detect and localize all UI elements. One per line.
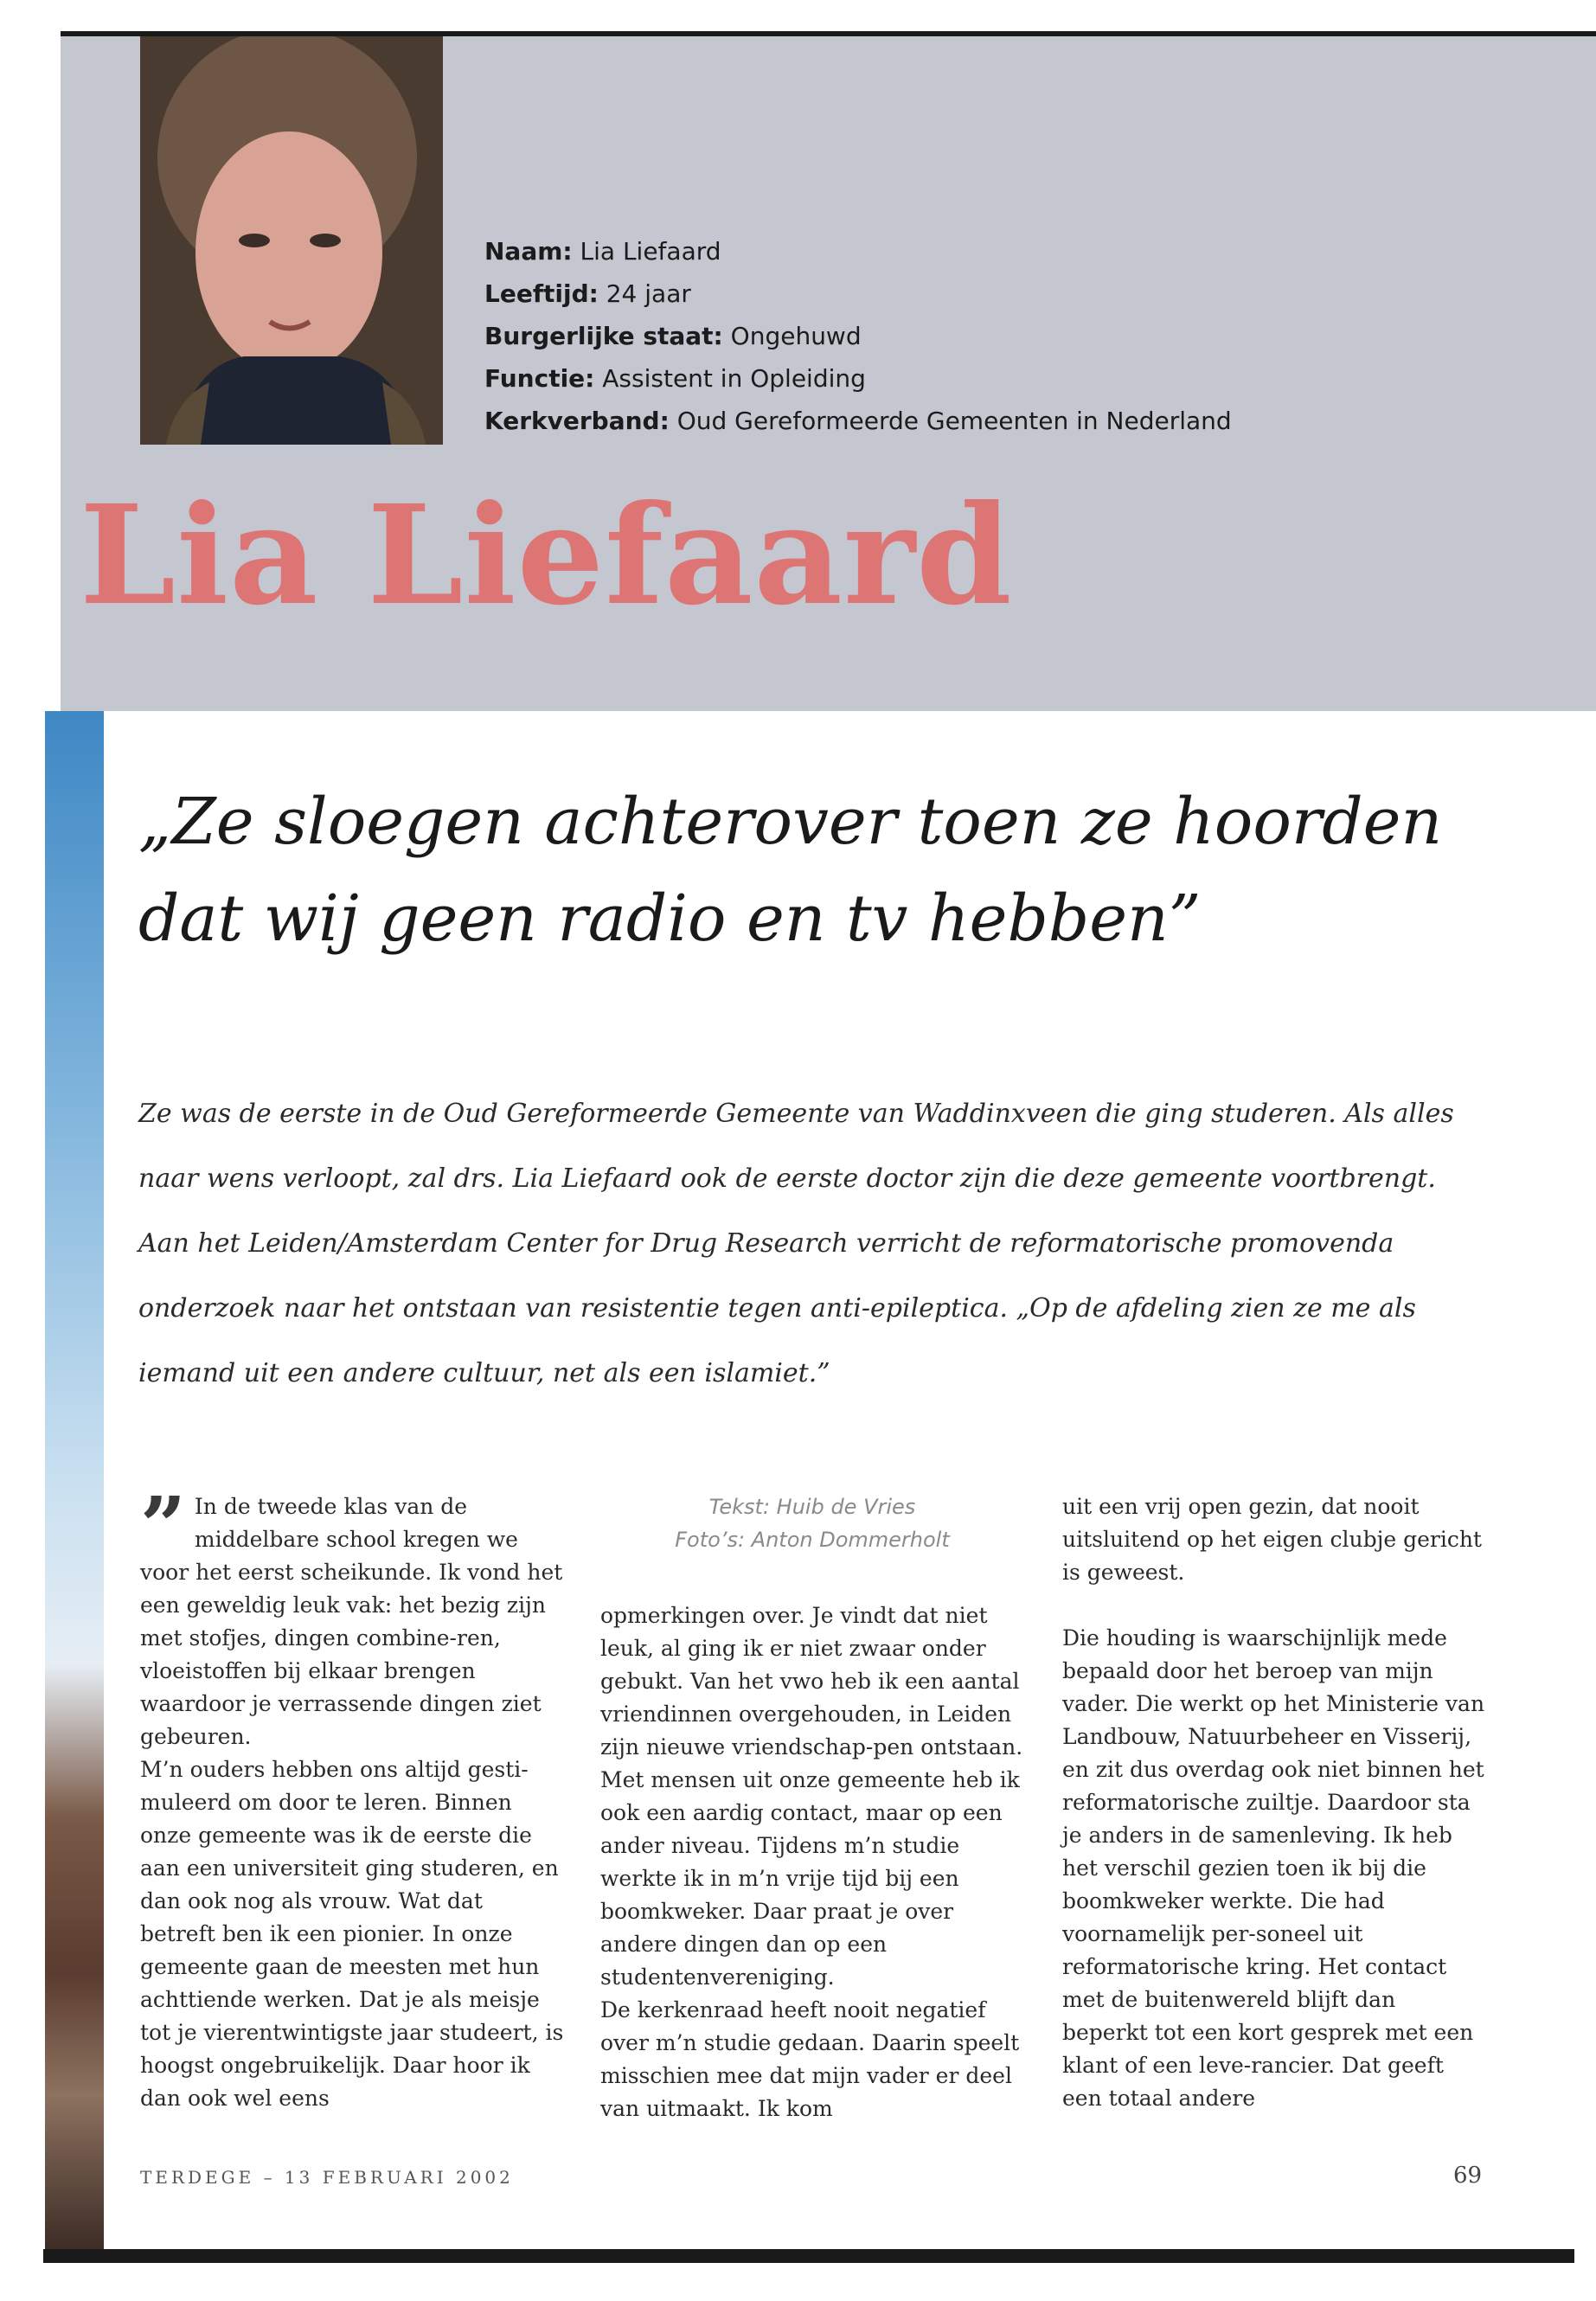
portrait-illustration [140, 36, 443, 445]
column3-paragraph-2: Die houding is waarschijnlijk mede bepaald door het beroep van mijn vader. Die werkt op het Ministerie van Landbouw, Natuurbeheer en Visserij, en zit dus overdag ook niet binnen het reformatorische zuiltje. Daardoor sta je anders in de samenleving. Ik heb het verschil gezien toen ik bij die boomkweker werkte. Die had voornamelijk per-soneel uit reformatorische kring. Het contact met de buitenwereld blijft dan beperkt tot een kort gesprek met een klant of een leve-rancier. Dat geeft een totaal andere [1062, 1625, 1485, 2111]
column1-paragraph-2: M’n ouders hebben ons altijd gesti-muleerd om door te leren. Binnen onze gemeente was ik de eerste die aan een universiteit ging studeren, en dan ook nog als vrouw. Wat dat betreft ben ik een pionier. In onze gemeente gaan de meesten met hun achttiende werken. Dat je als meisje tot je vierentwintigste jaar studeert, is hoogst ongebruikelijk. Daar hoor ik dan ook wel eens [140, 1757, 564, 2111]
column1-paragraph-1: In de tweede klas van de middelbare school kregen we voor het eerst scheikunde. Ik vond het een geweldig leuk vak: het bezig zijn met stofjes, dingen combine-ren, vloeistoffen bij elkaar brengen waardoor je verrassende dingen ziet gebeuren. [140, 1494, 563, 1749]
column2-paragraph-1: opmerkingen over. Je vindt dat niet leuk, al ging ik er niet zwaar onder gebukt. Van het vwo heb ik een aantal vriendinnen overgehouden, in Leiden zijn nieuwe vriendschap-pen ontstaan. Met mensen uit onze gemeente heb ik ook een aardig contact, maar op een ander niveau. Tijdens m’n studie werkte ik in m’n vrije tijd bij een boomkweker. Daar praat je over andere dingen dan op een studentenvereniging. [600, 1603, 1023, 1990]
footer-magazine: TERDEGE – 13 FEBRUARI 2002 [140, 2167, 514, 2188]
status-label: Burgerlijke staat: [484, 322, 723, 350]
name-value: Lia Liefaard [580, 237, 721, 266]
headline-name: Lia Liefaard [80, 476, 1013, 636]
portrait-photo [140, 36, 443, 445]
credit-text: Tekst: Huib de Vries [708, 1495, 916, 1519]
side-photo-strip [45, 711, 104, 2249]
profile-church-row [484, 400, 1232, 442]
status-value: Ongehuwd [730, 322, 862, 350]
age-label: Leeftijd: [484, 279, 599, 308]
function-label: Functie: [484, 364, 595, 393]
page-number: 69 [1453, 2163, 1483, 2189]
function-value: Assistent in Opleiding [602, 364, 866, 393]
profile-facts [484, 230, 1232, 442]
intro-paragraph: Ze was de eerste in de Oud Gereformeerde Gemeente van Waddinxveen die ging studeren. Als alles naar wens verloopt, zal drs. Lia Liefaard ook de eerste doctor zijn die deze gemeente voortbrengt. Aan het Leiden/Amsterdam Center for Drug Research verricht de reformatorische promovenda onderzoek naar het ontstaan van resistentie tegen anti-epileptica. „Op de afdeling zien ze me als iemand uit een andere cultuur, net als een islamiet.” [138, 1099, 1454, 1388]
profile-name-row [484, 230, 1232, 272]
credit-photo: Foto’s: Anton Dommerholt [675, 1528, 950, 1552]
profile-age-row [484, 272, 1232, 315]
open-quote-mark: ” [140, 1479, 186, 1573]
article-column-3 [1062, 1490, 1486, 2115]
age-value: 24 jaar [606, 279, 691, 308]
pull-quote: „Ze sloegen achterover toen ze hoorden dat wij geen radio en tv hebben” [138, 785, 1443, 956]
profile-status-row [484, 315, 1232, 357]
column3-paragraph-1: uit een vrij open gezin, dat nooit uitsluitend op het eigen clubje gericht is geweest. [1062, 1494, 1482, 1585]
bottom-rule [43, 2249, 1574, 2263]
article-column-2 [600, 1490, 1024, 2125]
name-label: Naam: [484, 237, 573, 266]
column2-paragraph-2: De kerkenraad heeft nooit negatief over m’n studie gedaan. Daarin speelt misschien mee dat mijn vader er deel van uitmaakt. Ik kom [600, 1997, 1020, 2121]
church-label: Kerkverband: [484, 407, 670, 435]
credits [600, 1490, 1024, 1556]
church-value: Oud Gereformeerde Gemeenten in Nederland [676, 407, 1232, 435]
profile-function-row [484, 357, 1232, 400]
article-column-1 [140, 1479, 564, 2115]
